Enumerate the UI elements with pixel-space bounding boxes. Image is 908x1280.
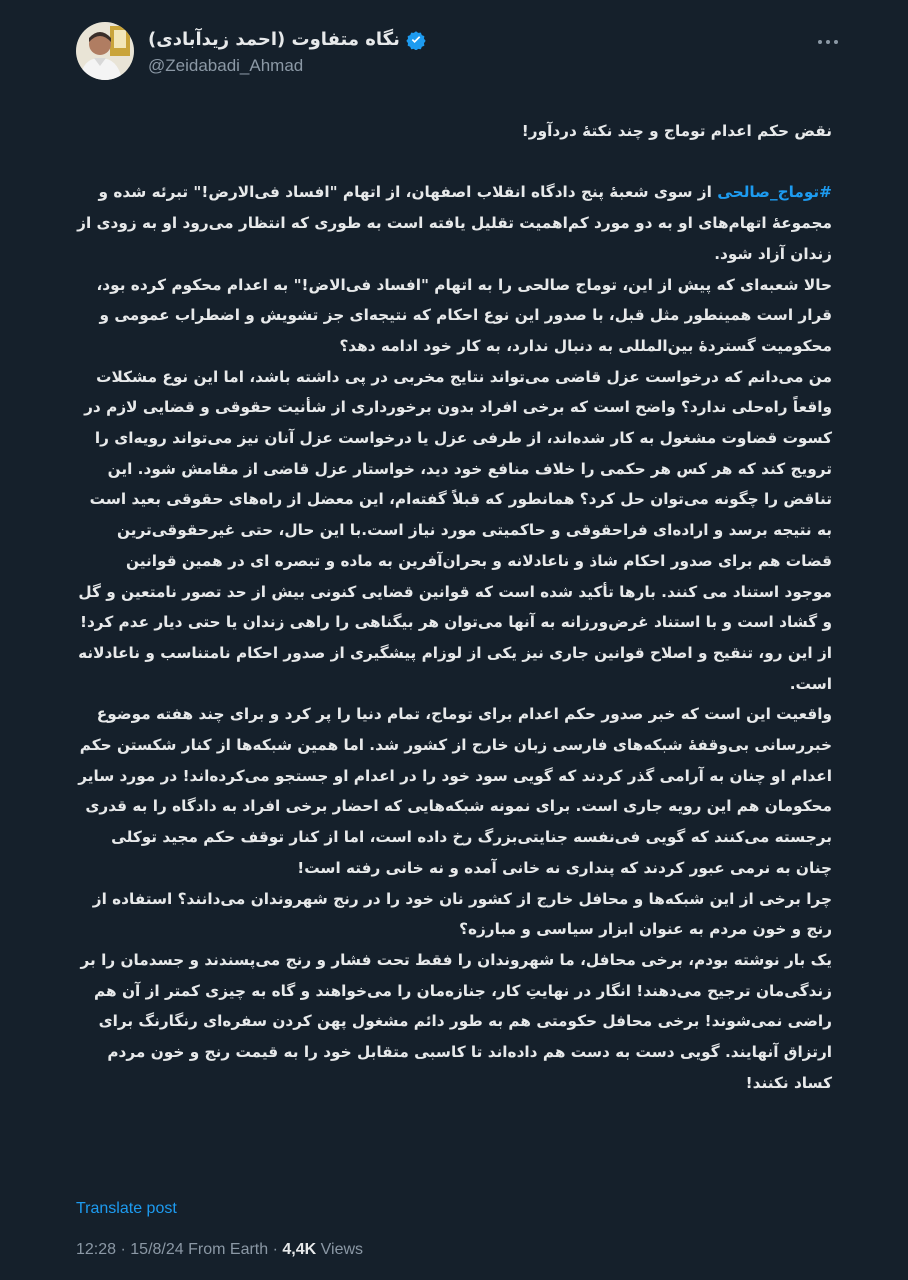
hashtag-link[interactable]: #توماج_صالحی	[717, 183, 832, 202]
views-label: Views	[320, 1241, 364, 1258]
tweet-paragraph: حالا شعبه‌ای که پیش از این، توماج صالحی را به اتهام "افساد فی‌الاض!" به اعدام محکوم کرده بود، قرار است همینطور مثل قبل، با صدور این نوع احکام که نتیجه‌ای جز تشویش و اضطراب عمومی و محکومیت گستردهٔ بین‌المللی به دنبال ندارد، به کار خود ادامه دهد؟	[96, 275, 832, 355]
tweet-paragraph: یک بار نوشته بودم، برخی محافل، ما شهروندان را فقط تحت فشار و رنج می‌پسندند و جسدمان را بر زندگی‌مان ترجیح می‌دهند! انگار در نهایتِ کار، جنازه‌مان را می‌خواهند و گاه به چیزی کمتر از آن هم راضی نمی‌شوند! برخی محافل حکومتی هم به طور دائم مشغول پهن کردن سفره‌ای رنگارنگ برای ارتزاق آنهایند. گویی دست به دست هم داده‌اند تا کاسبی متقابل خود را به قیمت رنج و خون مردم کساد نکنند!	[80, 950, 832, 1092]
tweet-header	[76, 22, 838, 86]
more-options-button[interactable]	[812, 30, 844, 54]
tweet-text	[76, 116, 832, 1098]
meta-separator: ·	[120, 1241, 131, 1258]
author-info	[148, 28, 426, 78]
paragraph-text: از سوی شعبهٔ پنج دادگاه انقلاب اصفهان، از اتهام "افساد فی‌الارض!" تبرئه شده و مجموعهٔ اتهام‌های او به دو مورد کم‌اهمیت تقلیل یافته است به طوری که انتظار می‌رود او به زودی از زندان آزاد شود.	[77, 183, 832, 263]
avatar[interactable]	[76, 22, 134, 80]
tweet-title: نقض حکم اعدام توماج و چند نکتهٔ دردآور!	[521, 122, 832, 140]
tweet-paragraph: من می‌دانم که درخواست عزل قاضی می‌تواند نتایج مخربی در پی داشته باشد، اما این نوع مشکلات واقعاً راه‌حلی ندارد؟ واضح است که برخی افراد بدون برخورداری از شأنیت حقوقی و قضایی لازم در کسوت قضاوت مشغول به کار شده‌اند، از طرفی عزل یا درخواست عزل آنان نیز می‌تواند رویه‌ای را ترویج کند که هر کس هر حکمی را خلاف منافع خود دید، خواستار عزل قاضی از مقامش شود. این تناقض را چگونه می‌توان حل کرد؟ همانطور که قبلاً گفته‌ام، این معضل از راه‌های حقوقی بعید است به نتیجه برسد و اراده‌ای فراحقوقی و حاکمیتی مورد نیاز است.با این حال، حتی غیرحقوقی‌ترین قضات هم برای صدور احکام شاذ و ناعادلانه و بحران‌آفرین به ماده و تبصره ای در همین قوانین موجود استناد می کنند. بارها تأکید شده است که قوانین قضایی کنونی بیش از حد تصور نامتعین و گل و گشاد است و با استناد غرض‌ورزانه به آنها می‌توان هر بیگناهی را راهی زندان یا حتی دیار عدم کرد! از این رو، تنقیح و اصلاح قوانین جاری نیز یکی از لوزام پیشگیری از صدور احکام نامتناسب و ناعادلانه است.	[78, 367, 832, 693]
avatar-icon	[76, 22, 134, 80]
meta-separator: ·	[272, 1241, 283, 1258]
more-dot-icon	[818, 40, 822, 44]
display-name-row	[148, 28, 426, 52]
tweet-meta	[76, 1241, 363, 1259]
views-count[interactable]: 4,4K	[282, 1241, 317, 1258]
author-handle[interactable]: @Zeidabadi_Ahmad	[148, 56, 304, 75]
post-date[interactable]: 15/8/24	[130, 1241, 184, 1258]
display-name[interactable]: نگاه متفاوت (احمد زیدآبادی)	[148, 29, 400, 50]
tweet-paragraph	[76, 177, 832, 269]
more-dot-icon	[834, 40, 838, 44]
translate-post-link[interactable]: Translate post	[76, 1200, 177, 1217]
tweet-paragraph: چرا برخی از این شبکه‌ها و محافل خارج از کشور نان خود را در رنج شهروندان می‌دانند؟ استفاده از رنج و خون مردم به عنوان ابزار سیاسی و مبارزه؟	[92, 889, 832, 939]
verified-badge-icon	[406, 30, 426, 50]
post-time[interactable]: 12:28	[76, 1241, 117, 1258]
tweet-paragraph: واقعیت این است که خبر صدور حکم اعدام برای توماج، تمام دنیا را پر کرد و برای چند هفته موضوع خبررسانی بی‌وقفهٔ شبکه‌های فارسی زبان خارج از کشور شد. اما همین شبکه‌ها از کنار شکستن حکم اعدام او چنان به آرامی گذر کردند که گویی سود خود را در اعدام او جستجو می‌کرده‌اند! در مورد سایر محکومان هم این رویه جاری است. برای نمونه شبکه‌هایی که احضار برخی افراد به دادگاه را به قدری برجسته می‌کنند که گویی فی‌نفسه جنایتی‌بزرگ رخ داده است، اما از کنار توقف حکم مجید توکلی چنان به نرمی عبور کردند که پنداری نه خانی آمده و نه خانی رفته است!	[78, 705, 832, 877]
more-dot-icon	[826, 40, 830, 44]
paragraph-gap	[76, 147, 832, 178]
post-source: From Earth	[188, 1241, 269, 1258]
